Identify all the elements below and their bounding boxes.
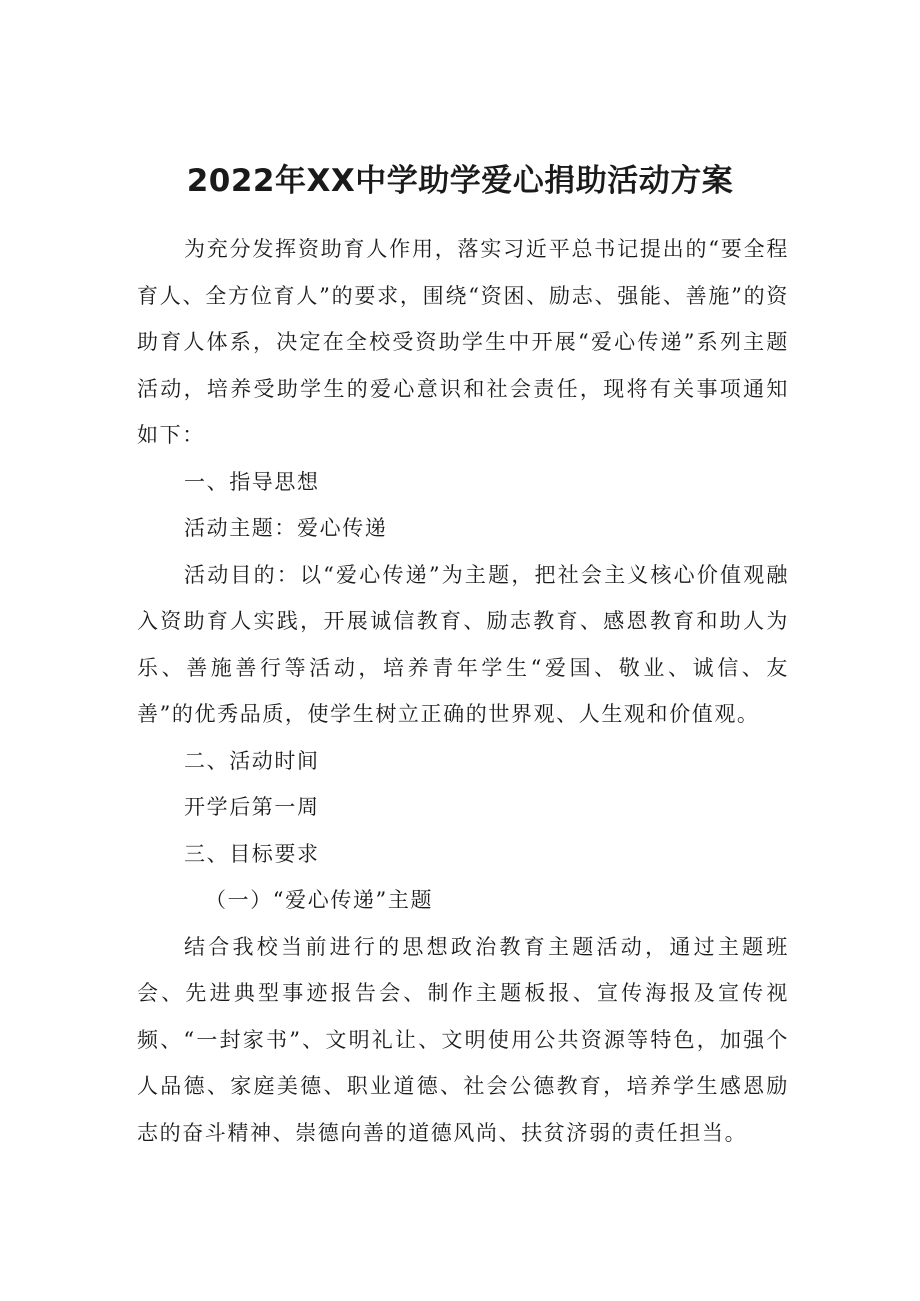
section-heading-guiding-ideology: 一、指导思想 xyxy=(184,469,320,494)
document-title: 2022年XX中学助学爱心捐助活动方案 xyxy=(186,163,734,199)
activity-time-line: 开学后第一周 xyxy=(184,795,320,819)
section-heading-activity-time: 二、活动时间 xyxy=(184,748,320,773)
activity-theme-line: 活动主题：爱心传递 xyxy=(184,516,388,540)
activity-purpose-paragraph: 活动目的：以“爱心传递”为主题，把社会主义核心价值观融入资助育人实践，开展诚信教育、励志教育、感恩教育和助人为乐、善施善行等活动，培养青年学生“爱国、敬业、诚信、友善”的优秀品质，使学生树立正确的世界观、人生观和价值观。 xyxy=(137,562,789,726)
section-heading-goals: 三、目标要求 xyxy=(184,841,320,866)
subsection-heading-love-relay: （一）“爱心传递”主题 xyxy=(205,888,434,912)
document-body xyxy=(137,226,789,1156)
love-relay-paragraph: 结合我校当前进行的思想政治教育主题活动，通过主题班会、先进典型事迹报告会、制作主题板报、宣传海报及宣传视频、“一封家书”、文明礼让、文明使用公共资源等特色，加强个人品德、家庭美德、职业道德、社会公德教育，培养学生感恩励志的奋斗精神、崇德向善的道德风尚、扶贫济弱的责任担当。 xyxy=(137,934,789,1145)
intro-paragraph: 为充分发挥资助育人作用，落实习近平总书记提出的“要全程育人、全方位育人”的要求，围绕“资困、励志、强能、善施”的资助育人体系，决定在全校受资助学生中开展“爱心传递”系列主题活动，培养受助学生的爱心意识和社会责任，现将有关事项通知如下： xyxy=(137,237,789,447)
